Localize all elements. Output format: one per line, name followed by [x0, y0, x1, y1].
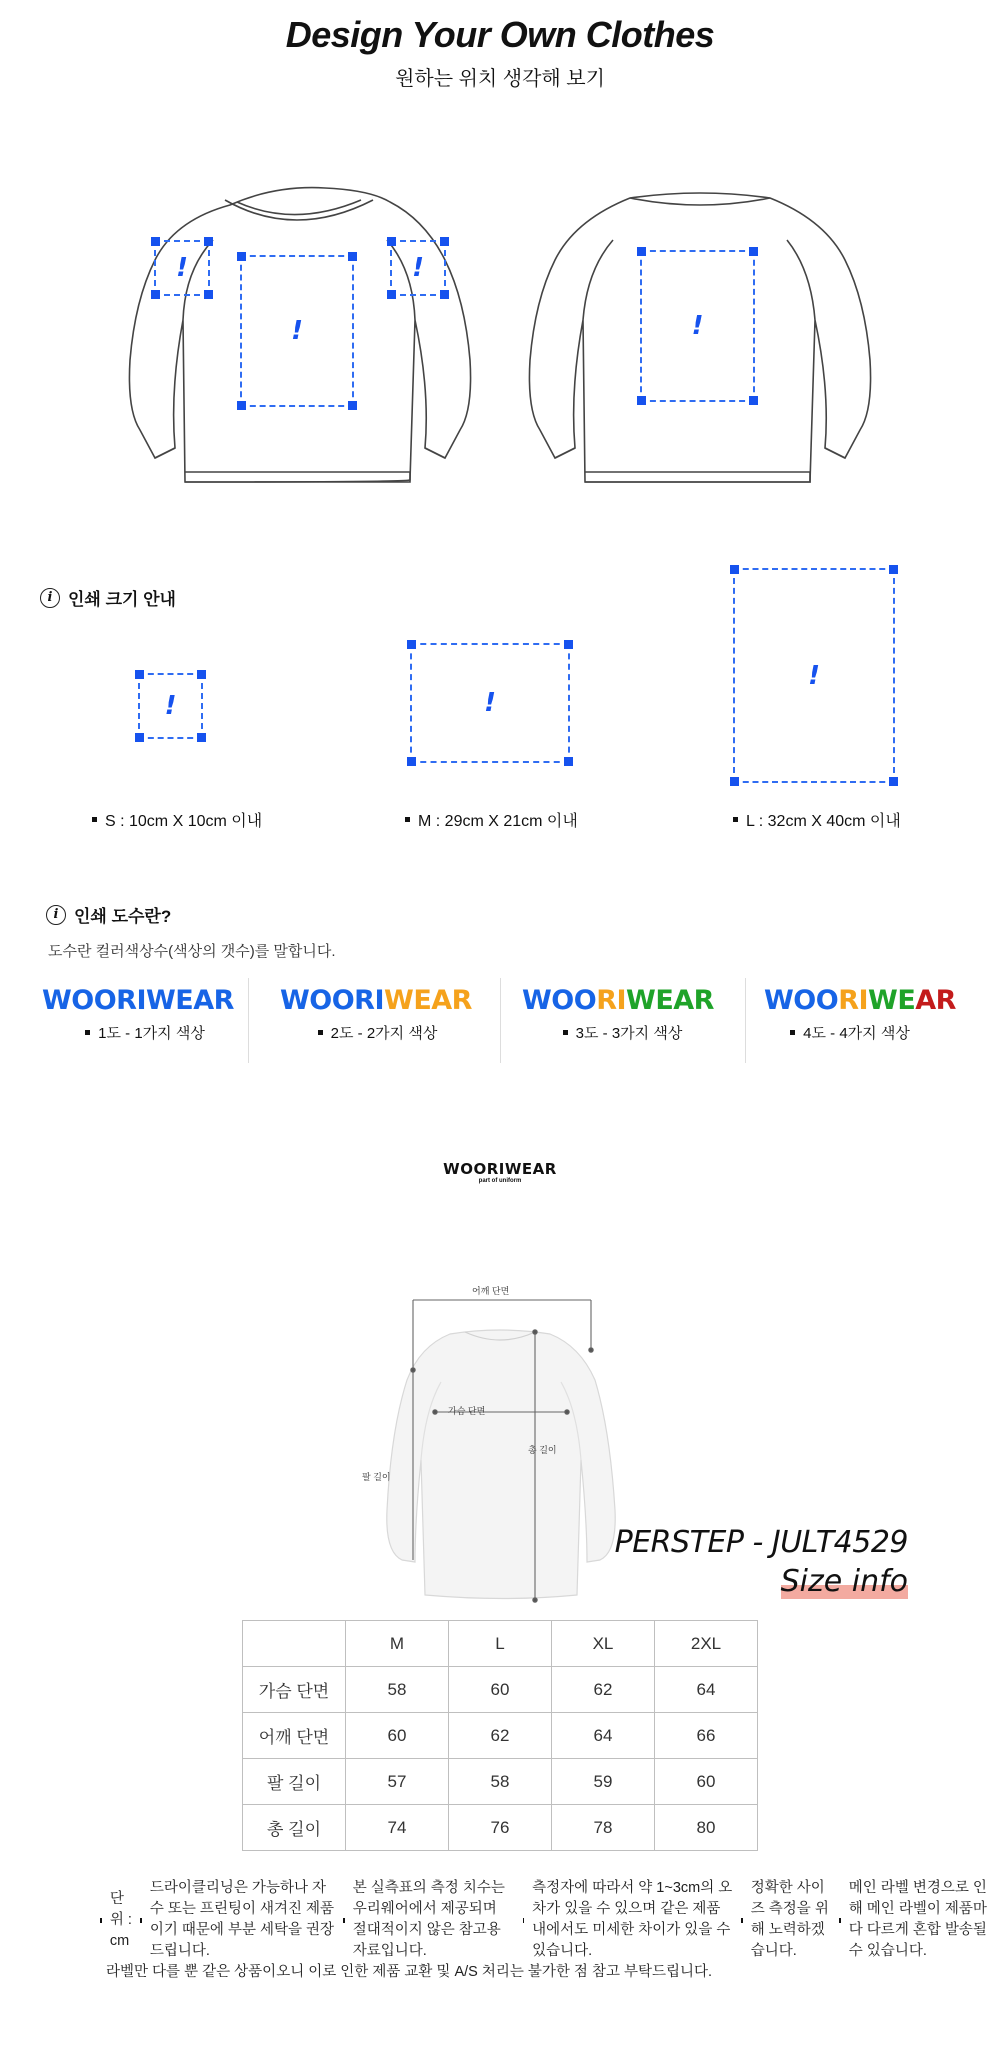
table-cell: 62 — [552, 1667, 655, 1713]
color-caption-text: 2도 - 2가지 색상 — [330, 1025, 438, 1042]
table-row — [243, 1667, 758, 1713]
print-mark: ! — [691, 311, 704, 341]
color-sample-part: WE — [868, 985, 916, 1016]
color-sample-part: WOORIWEAR — [42, 985, 234, 1016]
size-info-title — [781, 1564, 908, 1599]
table-header-cell: XL — [552, 1621, 655, 1667]
color-sample-part: WEAR — [384, 985, 472, 1016]
print-mark: ! — [164, 691, 177, 721]
size-s-box — [138, 673, 203, 739]
table-header-cell: L — [449, 1621, 552, 1667]
color-sample-3 — [522, 985, 714, 1016]
print-colors-heading-text: 인쇄 도수란? — [74, 907, 172, 926]
brand-logo-tagline: part of uniform — [478, 1178, 522, 1184]
table-cell: 64 — [655, 1667, 758, 1713]
color-sample-part: WOO — [522, 985, 597, 1016]
table-cell: 59 — [552, 1759, 655, 1805]
note-item — [741, 1878, 831, 1962]
table-cell: 66 — [655, 1713, 758, 1759]
size-m-text: M : 29cm X 21cm 이내 — [418, 813, 578, 830]
note-item — [839, 1878, 1000, 1962]
table-cell: 76 — [449, 1805, 552, 1851]
print-mark: ! — [484, 688, 496, 718]
right-sleeve-print-area[interactable] — [390, 240, 446, 296]
white-shirt-photo — [387, 1330, 615, 1599]
notes-list — [100, 1878, 1000, 1983]
note-text: 정확한 사이즈 측정을 위해 노력하겠습니다. — [750, 1880, 829, 1959]
table-cell: 58 — [449, 1759, 552, 1805]
print-mark: ! — [412, 253, 424, 283]
print-mark: ! — [176, 253, 188, 283]
table-cell: 57 — [346, 1759, 449, 1805]
color-sample-part: WOO — [764, 985, 839, 1016]
sleeve-length-label: 팔 길이 — [362, 1472, 391, 1482]
color-caption-text: 1도 - 1가지 색상 — [98, 1025, 205, 1042]
note-item — [523, 1878, 734, 1962]
table-cell: 80 — [655, 1805, 758, 1851]
size-s-text: S : 10cm X 10cm 이내 — [105, 813, 263, 830]
page-subtitle: 원하는 위치 생각해 보기 — [395, 68, 605, 90]
brand-logo — [0, 1160, 1000, 1184]
chest-label: 가슴 단면 — [448, 1406, 486, 1416]
note-item — [140, 1878, 335, 1962]
print-size-heading — [40, 585, 176, 610]
note-text: 본 실측표의 측정 치수는 우리웨어에서 제공되며 절대적이지 않은 참고용 자료입니다. — [352, 1880, 505, 1959]
color-sample-part: RI — [838, 985, 869, 1016]
size-m-label — [405, 808, 578, 831]
color-caption-1 — [42, 1022, 248, 1043]
table-row-header: 팔 길이 — [243, 1759, 346, 1805]
print-size-heading-text: 인쇄 크기 안내 — [68, 590, 176, 609]
table-row — [243, 1805, 758, 1851]
table-row-header: 가슴 단면 — [243, 1667, 346, 1713]
print-mark: ! — [808, 660, 820, 691]
table-cell: 60 — [449, 1667, 552, 1713]
back-print-area[interactable] — [640, 250, 755, 402]
print-colors-description: 도수란 컬러색상수(색상의 갯수)를 말합니다. — [48, 943, 336, 960]
table-row — [243, 1759, 758, 1805]
page-title: Design Your Own Clothes — [285, 14, 715, 55]
color-sample-part: WEAR — [626, 985, 714, 1016]
size-s-label — [92, 808, 262, 831]
size-l-box — [733, 568, 895, 783]
table-header-row — [243, 1621, 758, 1667]
color-sample-part: RI — [596, 985, 627, 1016]
table-header-cell: M — [346, 1621, 449, 1667]
product-model: PERSTEP - JULT4529 — [614, 1525, 908, 1560]
info-icon: i — [46, 905, 66, 925]
color-caption-3 — [500, 1022, 745, 1043]
shoulder-label: 어깨 단면 — [472, 1286, 510, 1296]
table-row-header: 어깨 단면 — [243, 1713, 346, 1759]
color-caption-2 — [255, 1022, 500, 1043]
front-chest-print-area[interactable] — [240, 255, 354, 407]
note-text: 측정자에 따라서 약 1~3cm의 오차가 있을 수 있으며 같은 제품 내에서도 미세한 차이가 있을 수 있습니다. — [532, 1880, 733, 1959]
table-cell: 58 — [346, 1667, 449, 1713]
note-text: 드라이클리닝은 가능하나 자수 또는 프린팅이 새겨진 제품이기 때문에 부분 세탁을 권장드립니다. — [149, 1880, 335, 1959]
color-sample-part: AR — [915, 985, 956, 1016]
size-l-text: L : 32cm X 40cm 이내 — [746, 813, 901, 830]
table-cell: 78 — [552, 1805, 655, 1851]
size-l-label — [733, 808, 901, 831]
color-sample-4 — [764, 985, 956, 1016]
table-header-cell — [243, 1621, 346, 1667]
table-cell: 60 — [346, 1713, 449, 1759]
info-icon: i — [40, 588, 60, 608]
left-sleeve-print-area[interactable] — [154, 240, 210, 296]
table-row — [243, 1713, 758, 1759]
table-cell: 74 — [346, 1805, 449, 1851]
total-length-label: 총 길이 — [528, 1445, 557, 1455]
brand-logo-text: WOORIWEAR — [443, 1160, 557, 1178]
table-cell: 64 — [552, 1713, 655, 1759]
table-header-cell: 2XL — [655, 1621, 758, 1667]
color-sample-part: WOORI — [280, 985, 385, 1016]
size-m-box — [410, 643, 570, 763]
table-cell: 60 — [655, 1759, 758, 1805]
color-caption-4 — [745, 1022, 955, 1043]
print-colors-heading — [46, 902, 171, 927]
table-cell: 62 — [449, 1713, 552, 1759]
note-continuation: 라벨만 다를 뿐 같은 상품이오니 이로 인한 제품 교환 및 A/S 처리는 불가한 점 참고 부탁드립니다. — [106, 1964, 713, 1980]
color-caption-text: 4도 - 4가지 색상 — [803, 1025, 910, 1042]
color-caption-text: 3도 - 3가지 색상 — [575, 1025, 683, 1042]
note-text: 단위 : cm — [109, 1890, 132, 1949]
size-table — [242, 1620, 758, 1851]
note-item — [343, 1878, 514, 1962]
table-row-header: 총 길이 — [243, 1805, 346, 1851]
color-sample-1 — [42, 985, 234, 1016]
measurement-diagram — [355, 1290, 645, 1610]
size-info-text: Size info — [780, 1564, 908, 1599]
color-sample-2 — [280, 985, 472, 1016]
print-mark: ! — [291, 316, 303, 346]
note-text: 메인 라벨 변경으로 인해 메인 라벨이 제품마다 다르게 혼합 발송될 수 있습니다. — [848, 1880, 987, 1959]
note-item — [100, 1889, 132, 1952]
